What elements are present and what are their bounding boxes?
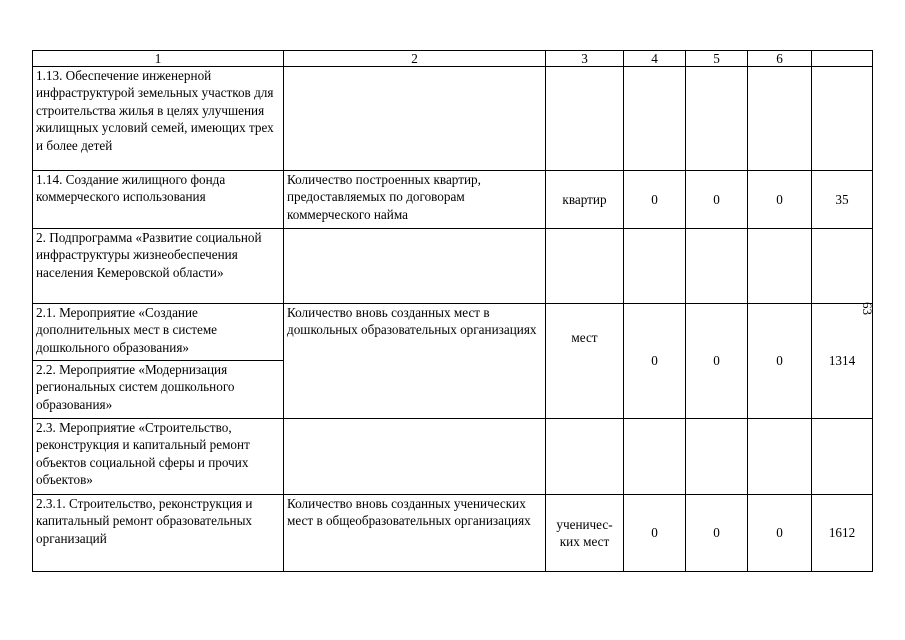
row-indicator bbox=[284, 229, 546, 304]
row-name: 2.3. Мероприятие «Строительство, реконструкция и капитальный ремонт объектов социальной сферы и прочих объектов» bbox=[33, 419, 284, 495]
row-value-5 bbox=[686, 67, 748, 171]
header-col-3: 3 bbox=[546, 51, 624, 67]
row-value-4: 0 bbox=[624, 171, 686, 229]
row-value-5: 0 bbox=[686, 304, 748, 419]
row-name: 1.13. Обеспечение инженерной инфраструктурой земельных участков для строительства жилья в целях улучшения жилищных условий семей, имеющих трех и более детей bbox=[33, 67, 284, 171]
row-value-4 bbox=[624, 229, 686, 304]
row-value-4: 0 bbox=[624, 495, 686, 572]
header-row bbox=[33, 51, 873, 67]
table-row bbox=[33, 229, 873, 304]
row-value-5 bbox=[686, 419, 748, 495]
row-value-7 bbox=[812, 419, 873, 495]
table-row bbox=[33, 67, 873, 171]
row-value-7 bbox=[812, 67, 873, 171]
row-value-7: 1314 bbox=[812, 304, 873, 419]
row-name: 2. Подпрограмма «Развитие социальной инфраструктуры жизнеобеспечения населения Кемеровской области» bbox=[33, 229, 284, 304]
indicators-table bbox=[32, 50, 873, 572]
row-indicator bbox=[284, 419, 546, 495]
row-value-6: 0 bbox=[748, 304, 812, 419]
row-value-6: 0 bbox=[748, 171, 812, 229]
row-name: 2.3.1. Строительство, реконструкция и капитальный ремонт образовательных организаций bbox=[33, 495, 284, 572]
row-name: 2.2. Мероприятие «Модернизация региональных систем дошкольного образования» bbox=[33, 361, 284, 419]
row-unit bbox=[546, 419, 624, 495]
header-col-2: 2 bbox=[284, 51, 546, 67]
row-value-7: 1612 bbox=[812, 495, 873, 572]
row-unit bbox=[546, 67, 624, 171]
row-value-6 bbox=[748, 67, 812, 171]
row-indicator: Количество вновь созданных мест в дошкольных образовательных организациях bbox=[284, 304, 546, 419]
row-unit: квартир bbox=[546, 171, 624, 229]
row-indicator: Количество вновь созданных ученических мест в общеобразовательных организациях bbox=[284, 495, 546, 572]
row-value-5: 0 bbox=[686, 495, 748, 572]
row-unit bbox=[546, 229, 624, 304]
row-unit: мест bbox=[546, 304, 624, 419]
table-row bbox=[33, 171, 873, 229]
header-col-7 bbox=[812, 51, 873, 67]
row-value-5: 0 bbox=[686, 171, 748, 229]
row-name: 1.14. Создание жилищного фонда коммерческого использования bbox=[33, 171, 284, 229]
page-number: 63 bbox=[860, 302, 875, 315]
row-value-4: 0 bbox=[624, 304, 686, 419]
header-col-1: 1 bbox=[33, 51, 284, 67]
row-indicator bbox=[284, 67, 546, 171]
row-value-4 bbox=[624, 67, 686, 171]
row-value-6 bbox=[748, 229, 812, 304]
header-col-6: 6 bbox=[748, 51, 812, 67]
row-name: 2.1. Мероприятие «Создание дополнительных мест в системе дошкольного образования» bbox=[33, 304, 284, 361]
table-row bbox=[33, 419, 873, 495]
row-value-7 bbox=[812, 229, 873, 304]
table-row bbox=[33, 304, 873, 361]
row-unit: ученичес-ких мест bbox=[546, 495, 624, 572]
table-row bbox=[33, 495, 873, 572]
row-value-4 bbox=[624, 419, 686, 495]
header-col-4: 4 bbox=[624, 51, 686, 67]
row-value-6 bbox=[748, 419, 812, 495]
row-value-5 bbox=[686, 229, 748, 304]
header-col-5: 5 bbox=[686, 51, 748, 67]
row-value-6: 0 bbox=[748, 495, 812, 572]
row-indicator: Количество построенных квартир, предоставляемых по договорам коммерческого найма bbox=[284, 171, 546, 229]
row-value-7: 35 bbox=[812, 171, 873, 229]
